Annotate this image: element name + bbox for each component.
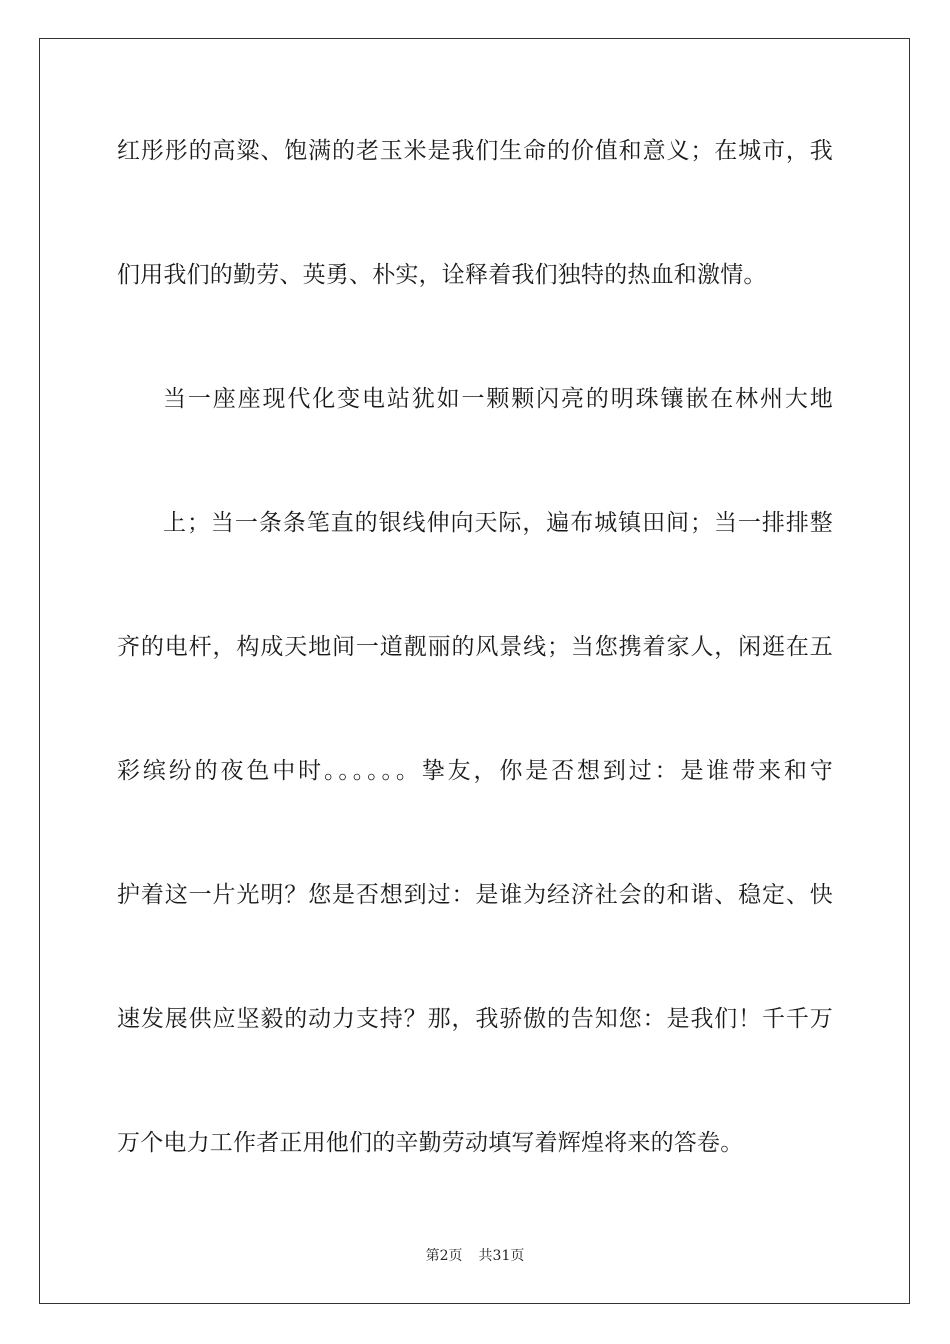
page-border [39,38,910,1304]
text-line: 万个电力工作者正用他们的辛勤劳动填写着辉煌将来的答卷。 [117,1130,744,1156]
text-line: 彩缤纷的夜色中时。。。。。。挚友，你是否想到过：是谁带来和守 [117,758,833,784]
text-line: 齐的电杆，构成天地间一道靓丽的风景线；当您携着家人，闲逛在五 [117,634,833,660]
text-line: 上；当一条条笔直的银线伸向天际，遍布城镇田间；当一排排整 [163,510,833,536]
text-line: 速发展供应坚毅的动力支持？那，我骄傲的告知您：是我们！千千万 [117,1006,833,1032]
text-line: 们用我们的勤劳、英勇、朴实，诠释着我们独特的热血和激情。 [117,262,767,288]
text-line: 护着这一片光明？您是否想到过：是谁为经济社会的和谐、稳定、快 [117,882,833,908]
page-footer [0,1247,950,1265]
text-line: 当一座座现代化变电站犹如一颗颗闪亮的明珠镶嵌在林州大地 [163,386,833,412]
page-number: 第2页 [425,1248,463,1264]
page-total: 共31页 [478,1248,525,1264]
text-line: 红彤彤的高粱、饱满的老玉米是我们生命的价值和意义；在城市，我 [117,138,833,164]
